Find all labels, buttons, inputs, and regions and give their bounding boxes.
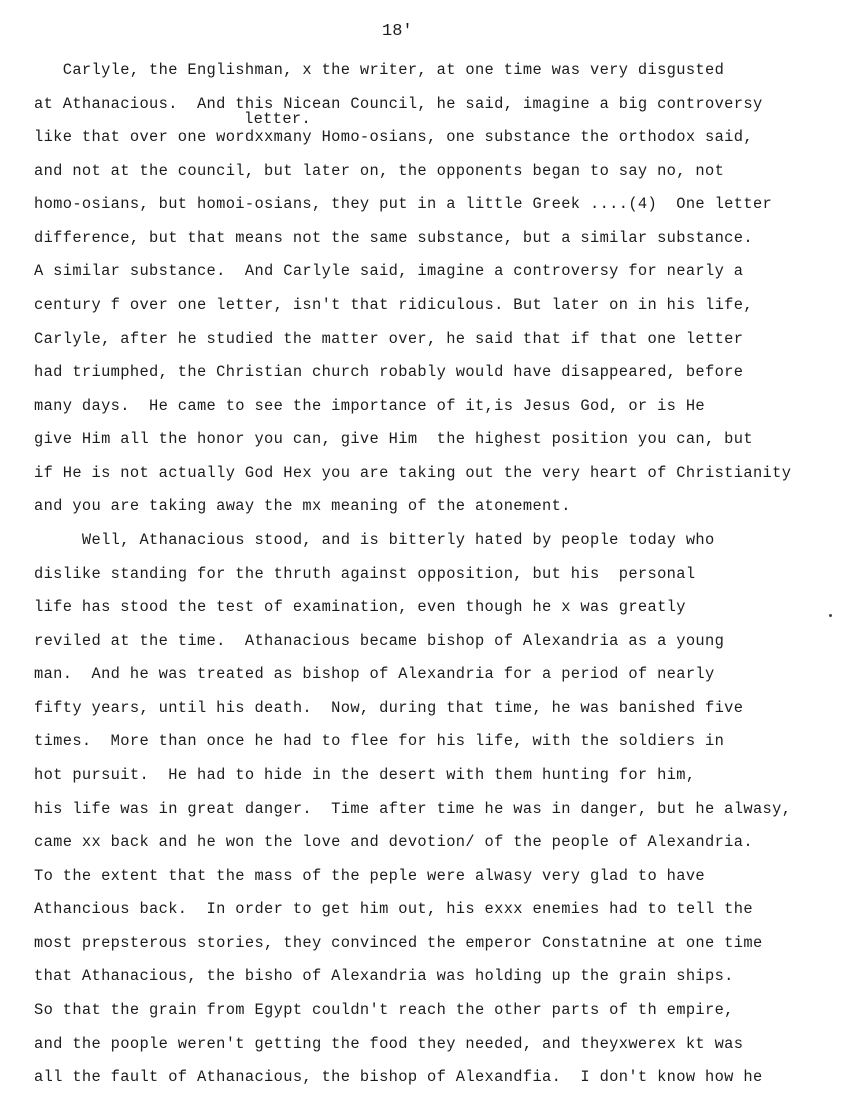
- page-number: 18': [382, 22, 413, 41]
- text-line: life has stood the test of examination, even though he x was greatly: [34, 598, 686, 616]
- text-line: most prepsterous stories, they convinced the emperor Constatnine at one time: [34, 934, 763, 952]
- text-line: difference, but that means not the same substance, but a similar substance.: [34, 229, 753, 247]
- text-line: fifty years, until his death. Now, during that time, he was banished five: [34, 699, 744, 717]
- text-line: many days. He came to see the importance of it,is Jesus God, or is He: [34, 397, 706, 415]
- text-line: his life was in great danger. Time after time he was in danger, but he alwasy,: [34, 800, 792, 818]
- text-line: had triumphed, the Christian church robably would have disappeared, before: [34, 363, 744, 381]
- text-line: give Him all the honor you can, give Him the highest position you can, but: [34, 430, 753, 448]
- text-line: and the poople weren't getting the food they needed, and theyxwerex kt was: [34, 1035, 744, 1053]
- text-line: Athancious back. In order to get him out, his exxx enemies had to tell the: [34, 900, 753, 918]
- text-line: So that the grain from Egypt couldn't reach the other parts of th empire,: [34, 1001, 734, 1019]
- text-line: A similar substance. And Carlyle said, imagine a controversy for nearly a: [34, 262, 744, 280]
- text-line: that Athanacious, the bisho of Alexandria was holding up the grain ships.: [34, 967, 734, 985]
- text-line: at Athanacious. And this Nicean Council, he said, imagine a big controversy: [34, 95, 763, 113]
- text-line: reviled at the time. Athanacious became bishop of Alexandria as a young: [34, 632, 725, 650]
- text-line: To the extent that the mass of the peple were alwasy very glad to have: [34, 867, 706, 885]
- text-line: Well, Athanacious stood, and is bitterly hated by people today who: [34, 531, 715, 549]
- text-line: century f over one letter, isn't that ridiculous. But later on in his life,: [34, 296, 753, 314]
- margin-dot: [829, 614, 832, 617]
- text-line: if He is not actually God Hex you are taking out the very heart of Christianity: [34, 464, 792, 482]
- text-line: hot pursuit. He had to hide in the desert with them hunting for him,: [34, 766, 696, 784]
- text-line: and you are taking away the mx meaning of the atonement.: [34, 497, 571, 515]
- text-line: and not at the council, but later on, the opponents began to say no, not: [34, 162, 725, 180]
- text-line: came xx back and he won the love and devotion/ of the people of Alexandria.: [34, 833, 753, 851]
- text-line: homo-osians, but homoi-osians, they put in a little Greek ....(4) One letter: [34, 195, 773, 213]
- text-line: dislike standing for the thruth against opposition, but his personal: [34, 565, 696, 583]
- interlinear-correction: letter.: [244, 110, 312, 128]
- text-line: like that over one wordxxmany Homo-osians, one substance the orthodox said,: [34, 128, 753, 146]
- text-line: man. And he was treated as bishop of Alexandria for a period of nearly: [34, 665, 715, 683]
- text-line: times. More than once he had to flee for his life, with the soldiers in: [34, 732, 725, 750]
- text-line: Carlyle, after he studied the matter over, he said that if that one letter: [34, 330, 744, 348]
- text-line: all the fault of Athanacious, the bishop of Alexandfia. I don't know how he: [34, 1068, 763, 1086]
- text-line: Carlyle, the Englishman, x the writer, at one time was very disgusted: [34, 61, 725, 79]
